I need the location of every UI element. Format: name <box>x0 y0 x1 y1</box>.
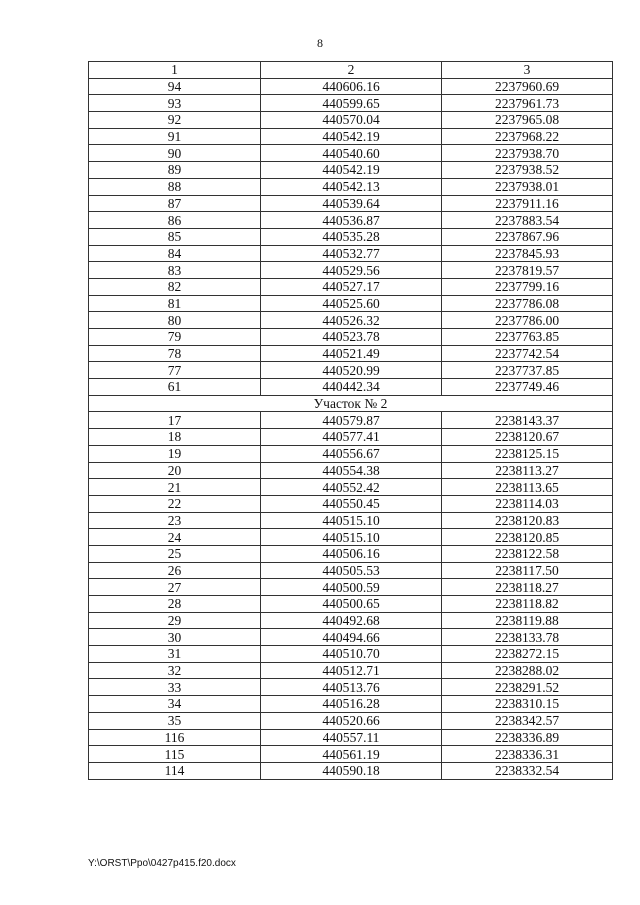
point-number-cell: 17 <box>89 412 261 429</box>
table-row <box>89 379 613 396</box>
point-number-cell: 93 <box>89 95 261 112</box>
y-coordinate-cell: 2238114.03 <box>442 495 613 512</box>
point-number-cell: 33 <box>89 679 261 696</box>
x-coordinate-cell: 440577.41 <box>261 429 442 446</box>
table-row <box>89 78 613 95</box>
table-row <box>89 696 613 713</box>
y-coordinate-cell: 2238120.83 <box>442 512 613 529</box>
table-row <box>89 162 613 179</box>
point-number-cell: 20 <box>89 462 261 479</box>
point-number-cell: 34 <box>89 696 261 713</box>
table-row <box>89 579 613 596</box>
table-row <box>89 495 613 512</box>
y-coordinate-cell: 2237737.85 <box>442 362 613 379</box>
table-row <box>89 529 613 546</box>
point-number-cell: 91 <box>89 128 261 145</box>
y-coordinate-cell: 2237867.96 <box>442 228 613 245</box>
x-coordinate-cell: 440506.16 <box>261 545 442 562</box>
table-row <box>89 412 613 429</box>
point-number-cell: 21 <box>89 479 261 496</box>
table-row <box>89 646 613 663</box>
y-coordinate-cell: 2237960.69 <box>442 78 613 95</box>
point-number-cell: 61 <box>89 379 261 396</box>
table-row <box>89 712 613 729</box>
x-coordinate-cell: 440539.64 <box>261 195 442 212</box>
y-coordinate-cell: 2238133.78 <box>442 629 613 646</box>
x-coordinate-cell: 440542.19 <box>261 128 442 145</box>
x-coordinate-cell: 440516.28 <box>261 696 442 713</box>
x-coordinate-cell: 440554.38 <box>261 462 442 479</box>
y-coordinate-cell: 2238272.15 <box>442 646 613 663</box>
table-row <box>89 629 613 646</box>
y-coordinate-cell: 2237799.16 <box>442 278 613 295</box>
x-coordinate-cell: 440529.56 <box>261 262 442 279</box>
table-row <box>89 729 613 746</box>
point-number-cell: 82 <box>89 278 261 295</box>
point-number-cell: 25 <box>89 545 261 562</box>
point-number-cell: 116 <box>89 729 261 746</box>
x-coordinate-cell: 440513.76 <box>261 679 442 696</box>
table-row <box>89 512 613 529</box>
point-number-cell: 27 <box>89 579 261 596</box>
table-row <box>89 562 613 579</box>
table-row <box>89 295 613 312</box>
table-row <box>89 662 613 679</box>
section-title: Участок № 2 <box>89 395 613 412</box>
point-number-cell: 31 <box>89 646 261 663</box>
y-coordinate-cell: 2237742.54 <box>442 345 613 362</box>
header-cell-point: 1 <box>89 62 261 79</box>
point-number-cell: 28 <box>89 596 261 613</box>
point-number-cell: 83 <box>89 262 261 279</box>
x-coordinate-cell: 440579.87 <box>261 412 442 429</box>
y-coordinate-cell: 2238120.67 <box>442 429 613 446</box>
point-number-cell: 23 <box>89 512 261 529</box>
x-coordinate-cell: 440532.77 <box>261 245 442 262</box>
x-coordinate-cell: 440552.42 <box>261 479 442 496</box>
x-coordinate-cell: 440540.60 <box>261 145 442 162</box>
x-coordinate-cell: 440512.71 <box>261 662 442 679</box>
point-number-cell: 86 <box>89 212 261 229</box>
x-coordinate-cell: 440561.19 <box>261 746 442 763</box>
y-coordinate-cell: 2237938.70 <box>442 145 613 162</box>
y-coordinate-cell: 2238118.82 <box>442 596 613 613</box>
x-coordinate-cell: 440590.18 <box>261 762 442 779</box>
y-coordinate-cell: 2238118.27 <box>442 579 613 596</box>
x-coordinate-cell: 440520.66 <box>261 712 442 729</box>
y-coordinate-cell: 2237961.73 <box>442 95 613 112</box>
x-coordinate-cell: 440515.10 <box>261 529 442 546</box>
x-coordinate-cell: 440535.28 <box>261 228 442 245</box>
y-coordinate-cell: 2237938.52 <box>442 162 613 179</box>
y-coordinate-cell: 2237965.08 <box>442 112 613 129</box>
table-row <box>89 312 613 329</box>
table-row <box>89 262 613 279</box>
point-number-cell: 29 <box>89 612 261 629</box>
point-number-cell: 89 <box>89 162 261 179</box>
y-coordinate-cell: 2237786.00 <box>442 312 613 329</box>
point-number-cell: 32 <box>89 662 261 679</box>
y-coordinate-cell: 2238119.88 <box>442 612 613 629</box>
point-number-cell: 115 <box>89 746 261 763</box>
point-number-cell: 18 <box>89 429 261 446</box>
table-row <box>89 479 613 496</box>
table-row <box>89 462 613 479</box>
table-row <box>89 545 613 562</box>
point-number-cell: 80 <box>89 312 261 329</box>
point-number-cell: 85 <box>89 228 261 245</box>
table-row <box>89 278 613 295</box>
y-coordinate-cell: 2238125.15 <box>442 445 613 462</box>
section-title-row <box>89 395 613 412</box>
x-coordinate-cell: 440510.70 <box>261 646 442 663</box>
x-coordinate-cell: 440557.11 <box>261 729 442 746</box>
table-row <box>89 612 613 629</box>
table-row <box>89 762 613 779</box>
table-row <box>89 145 613 162</box>
y-coordinate-cell: 2237883.54 <box>442 212 613 229</box>
table-row <box>89 95 613 112</box>
y-coordinate-cell: 2237968.22 <box>442 128 613 145</box>
table-header-row <box>89 62 613 79</box>
x-coordinate-cell: 440500.65 <box>261 596 442 613</box>
x-coordinate-cell: 440505.53 <box>261 562 442 579</box>
x-coordinate-cell: 440515.10 <box>261 512 442 529</box>
y-coordinate-cell: 2237763.85 <box>442 329 613 346</box>
point-number-cell: 90 <box>89 145 261 162</box>
x-coordinate-cell: 440527.17 <box>261 278 442 295</box>
table-row <box>89 679 613 696</box>
point-number-cell: 79 <box>89 329 261 346</box>
x-coordinate-cell: 440606.16 <box>261 78 442 95</box>
point-number-cell: 19 <box>89 445 261 462</box>
x-coordinate-cell: 440550.45 <box>261 495 442 512</box>
x-coordinate-cell: 440442.34 <box>261 379 442 396</box>
table-row <box>89 596 613 613</box>
y-coordinate-cell: 2238117.50 <box>442 562 613 579</box>
point-number-cell: 92 <box>89 112 261 129</box>
point-number-cell: 78 <box>89 345 261 362</box>
coordinates-table-body <box>89 62 613 780</box>
y-coordinate-cell: 2238332.54 <box>442 762 613 779</box>
table-row <box>89 178 613 195</box>
x-coordinate-cell: 440525.60 <box>261 295 442 312</box>
point-number-cell: 87 <box>89 195 261 212</box>
y-coordinate-cell: 2238291.52 <box>442 679 613 696</box>
y-coordinate-cell: 2238336.89 <box>442 729 613 746</box>
table-row <box>89 228 613 245</box>
page-number: 8 <box>317 36 323 50</box>
y-coordinate-cell: 2237749.46 <box>442 379 613 396</box>
table-row <box>89 445 613 462</box>
x-coordinate-cell: 440542.13 <box>261 178 442 195</box>
y-coordinate-cell: 2238120.85 <box>442 529 613 546</box>
table-row <box>89 362 613 379</box>
y-coordinate-cell: 2237786.08 <box>442 295 613 312</box>
y-coordinate-cell: 2237911.16 <box>442 195 613 212</box>
y-coordinate-cell: 2238336.31 <box>442 746 613 763</box>
point-number-cell: 114 <box>89 762 261 779</box>
x-coordinate-cell: 440521.49 <box>261 345 442 362</box>
table-row <box>89 245 613 262</box>
header-cell-y: 3 <box>442 62 613 79</box>
coordinates-table <box>88 61 613 780</box>
x-coordinate-cell: 440599.65 <box>261 95 442 112</box>
y-coordinate-cell: 2237819.57 <box>442 262 613 279</box>
y-coordinate-cell: 2238143.37 <box>442 412 613 429</box>
header-cell-x: 2 <box>261 62 442 79</box>
point-number-cell: 22 <box>89 495 261 512</box>
x-coordinate-cell: 440492.68 <box>261 612 442 629</box>
point-number-cell: 81 <box>89 295 261 312</box>
x-coordinate-cell: 440542.19 <box>261 162 442 179</box>
y-coordinate-cell: 2238342.57 <box>442 712 613 729</box>
y-coordinate-cell: 2237845.93 <box>442 245 613 262</box>
table-row <box>89 195 613 212</box>
x-coordinate-cell: 440500.59 <box>261 579 442 596</box>
point-number-cell: 24 <box>89 529 261 546</box>
table-row <box>89 212 613 229</box>
x-coordinate-cell: 440556.67 <box>261 445 442 462</box>
y-coordinate-cell: 2238113.27 <box>442 462 613 479</box>
x-coordinate-cell: 440526.32 <box>261 312 442 329</box>
x-coordinate-cell: 440570.04 <box>261 112 442 129</box>
y-coordinate-cell: 2238122.58 <box>442 545 613 562</box>
y-coordinate-cell: 2238288.02 <box>442 662 613 679</box>
table-row <box>89 112 613 129</box>
table-row <box>89 345 613 362</box>
point-number-cell: 94 <box>89 78 261 95</box>
x-coordinate-cell: 440523.78 <box>261 329 442 346</box>
y-coordinate-cell: 2237938.01 <box>442 178 613 195</box>
point-number-cell: 26 <box>89 562 261 579</box>
y-coordinate-cell: 2238310.15 <box>442 696 613 713</box>
table-row <box>89 429 613 446</box>
x-coordinate-cell: 440494.66 <box>261 629 442 646</box>
point-number-cell: 77 <box>89 362 261 379</box>
table-row <box>89 128 613 145</box>
file-path-footer: Y:\ORST\Ppo\0427p415.f20.docx <box>88 858 236 869</box>
point-number-cell: 35 <box>89 712 261 729</box>
point-number-cell: 30 <box>89 629 261 646</box>
table-row <box>89 746 613 763</box>
x-coordinate-cell: 440520.99 <box>261 362 442 379</box>
point-number-cell: 88 <box>89 178 261 195</box>
x-coordinate-cell: 440536.87 <box>261 212 442 229</box>
y-coordinate-cell: 2238113.65 <box>442 479 613 496</box>
table-row <box>89 329 613 346</box>
point-number-cell: 84 <box>89 245 261 262</box>
